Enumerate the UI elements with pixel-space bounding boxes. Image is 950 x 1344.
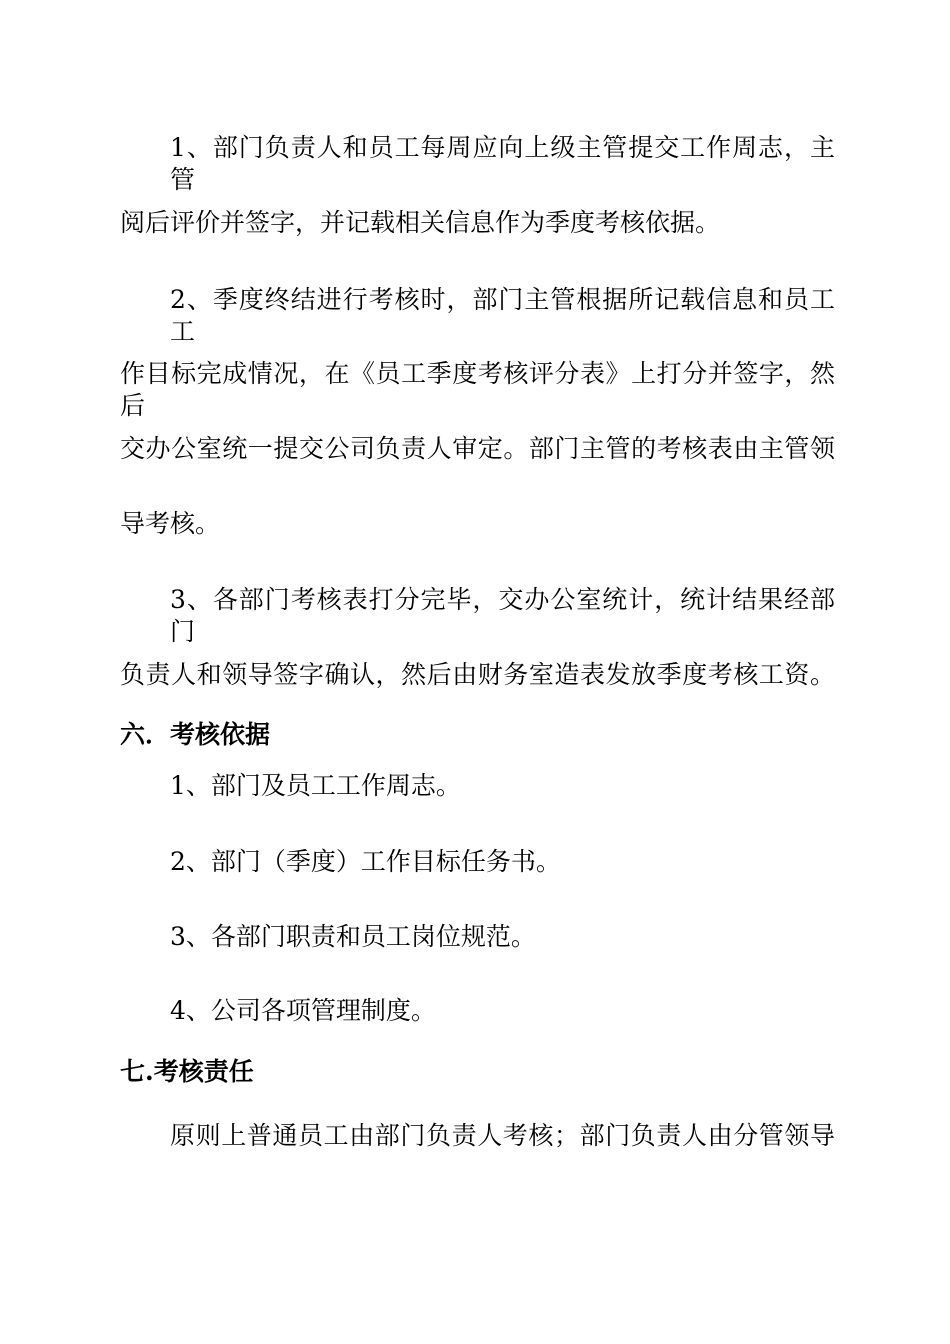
paragraph-2-line-4: 导考核。 [120, 509, 221, 538]
basis-item-3: 3、各部门职责和员工岗位规范。 [170, 922, 536, 951]
paragraph-2-line-1: 2、季度终结进行考核时，部门主管根据所记载信息和员工工 [170, 285, 835, 346]
basis-item-2: 2、部门（季度）工作目标任务书。 [170, 847, 561, 876]
paragraph-3-line-1: 3、各部门考核表打分完毕，交办公室统计，统计结果经部门 [170, 585, 835, 646]
paragraph-2-line-3: 交办公室统一提交公司负责人审定。部门主管的考核表由主管领 [120, 434, 835, 463]
basis-item-4: 4、公司各项管理制度。 [170, 996, 436, 1025]
section-heading-7: 七.考核责任 [120, 1057, 254, 1086]
responsibility-line-1: 原则上普通员工由部门负责人考核；部门负责人由分管领导 [170, 1121, 835, 1150]
paragraph-1-line-1: 1、部门负责人和员工每周应向上级主管提交工作周志，主管 [170, 133, 835, 194]
paragraph-2-line-2: 作目标完成情况，在《员工季度考核评分表》上打分并签字，然后 [120, 359, 835, 420]
section-heading-6: 六．考核依据 [120, 720, 271, 749]
basis-item-1: 1、部门及员工工作周志。 [170, 771, 461, 800]
paragraph-3-line-2: 负责人和领导签字确认，然后由财务室造表发放季度考核工资。 [120, 660, 835, 689]
paragraph-1-line-2: 阅后评价并签字，并记载相关信息作为季度考核依据。 [120, 208, 721, 237]
